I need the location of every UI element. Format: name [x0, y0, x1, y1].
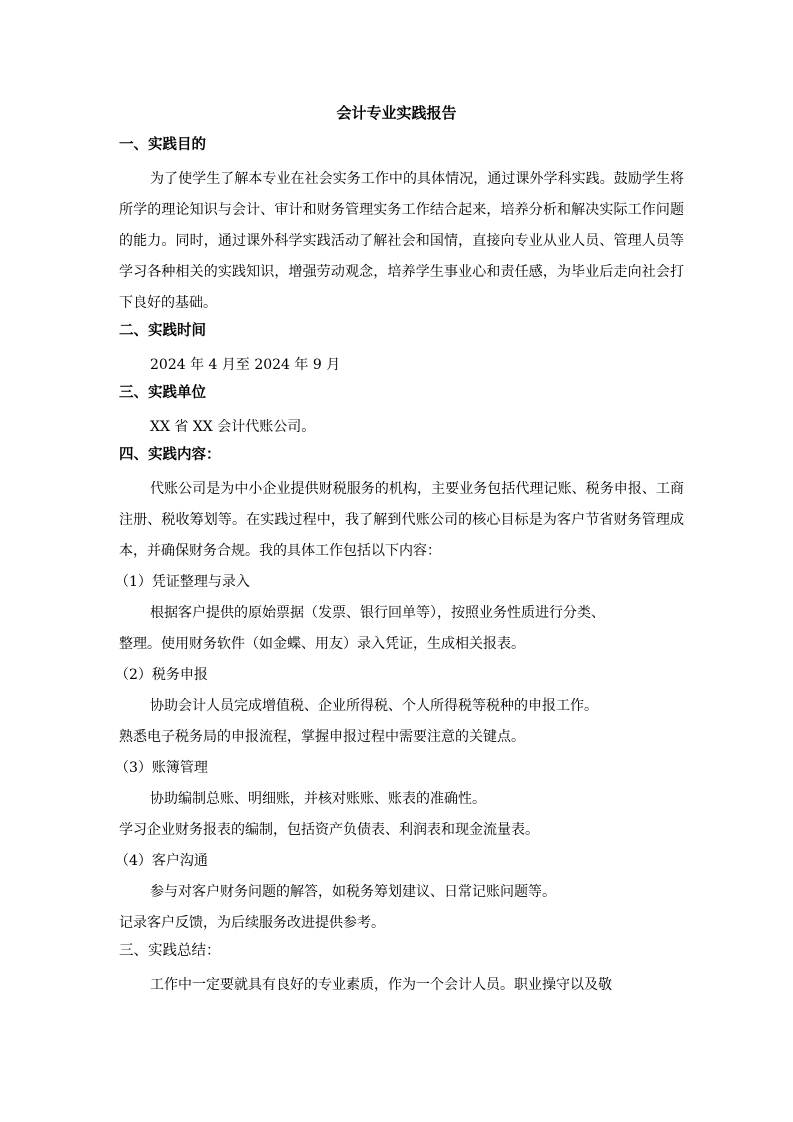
- item-label-vouchers: （1）凭证整理与录入: [115, 574, 250, 590]
- section-heading-summary: 三、实践总结：: [119, 943, 221, 959]
- item-text-line: 根据客户提供的原始票据（发票、银行回单等），按照业务性质进行分类、: [150, 605, 605, 621]
- practice-time-text: 2024 年 4 月至 2024 年 9 月: [150, 357, 341, 373]
- item-text-line: 协助编制总账、明细账，并核对账账、账表的准确性。: [150, 791, 486, 807]
- content-paragraph: 代账公司是为中小企业提供财税服务的机构，主要业务包括代理记账、税务申报、工商注册、税收筹划等。在实践过程中，我了解到代账公司的核心目标是为客户节省财务管理成本，并确保财务合规。我的具体工作包括以下内容：: [119, 481, 684, 559]
- section-heading-unit: 三、实践单位: [119, 385, 206, 401]
- section-heading-content: 四、实践内容：: [119, 447, 221, 463]
- item-text-line: 参与对客户财务问题的解答，如税务筹划建议、日常记账问题等。: [150, 884, 556, 900]
- section-heading-time: 二、实践时间: [119, 323, 206, 339]
- item-text-line: 学习企业财务报表的编制，包括资产负债表、利润表和现金流量表。: [119, 822, 539, 838]
- item-text-line: 协助会计人员完成增值税、企业所得税、个人所得税等税种的申报工作。: [150, 698, 598, 714]
- document-body: [115, 133, 684, 1001]
- summary-text: 工作中一定要就具有良好的专业素质，作为一个会计人员。职业操守以及敬: [150, 977, 612, 993]
- practice-unit-text: XX 省 XX 会计代账公司。: [150, 419, 316, 435]
- document-title: 会计专业实践报告: [336, 104, 457, 122]
- item-text-line: 熟悉电子税务局的申报流程，掌握申报过程中需要注意的关键点。: [119, 729, 525, 745]
- item-text-line: 整理。使用财务软件（如金蝶、用友）录入凭证，生成相关报表。: [119, 636, 525, 652]
- section-heading-purpose: 一、实践目的: [119, 137, 206, 153]
- item-label-ledger: （3）账簿管理: [115, 760, 208, 776]
- purpose-paragraph: 为了使学生了解本专业在社会实务工作中的具体情况，通过课外学科实践。鼓励学生将所学的理论知识与会计、审计和财务管理实务工作结合起来，培养分析和解决实际工作问题的能力。同时，通过课外科学实践活动了解社会和国情，直接向专业从业人员、管理人员等学习各种相关的实践知识，增强劳动观念，培养学生事业心和责任感，为毕业后走向社会打下良好的基础。: [119, 171, 684, 311]
- item-text-line: 记录客户反馈，为后续服务改进提供参考。: [119, 915, 385, 931]
- item-label-tax: （2）税务申报: [115, 667, 208, 683]
- item-label-client: （4）客户沟通: [115, 853, 208, 869]
